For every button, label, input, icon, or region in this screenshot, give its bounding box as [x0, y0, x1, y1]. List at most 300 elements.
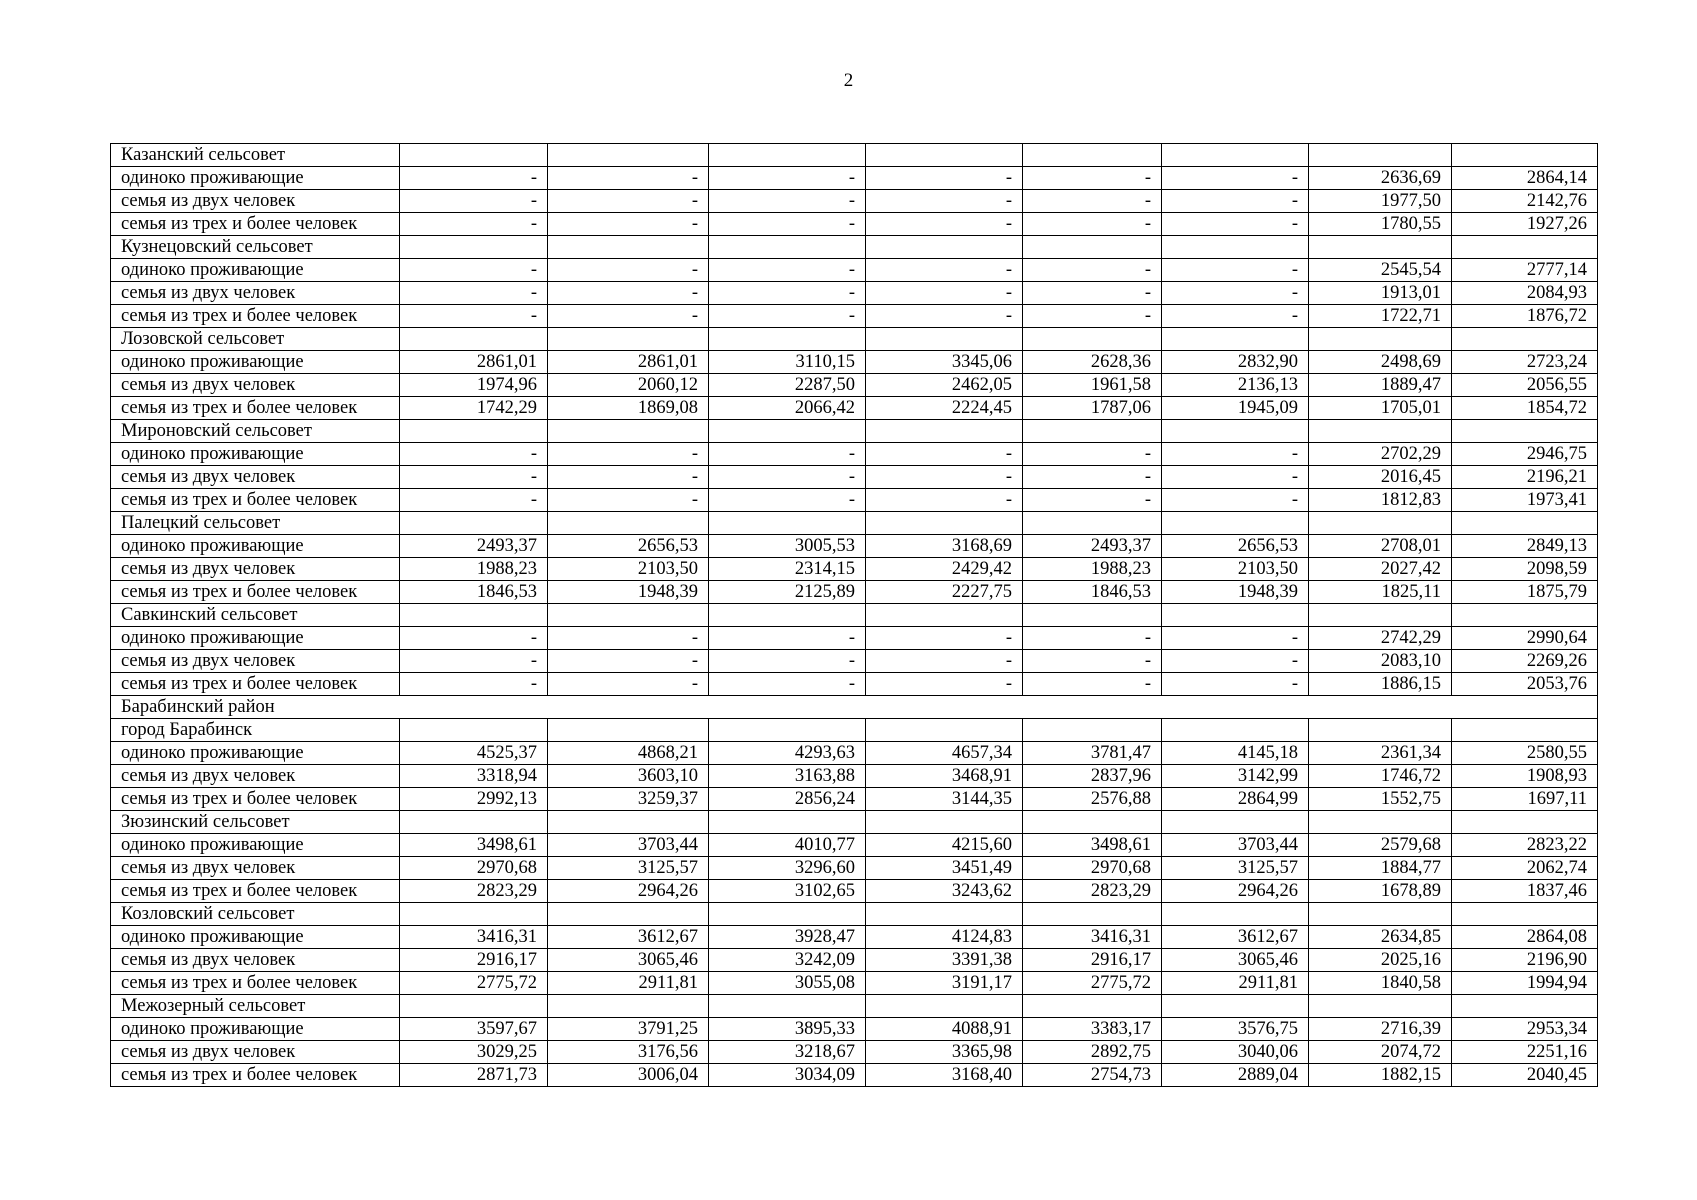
row-label: одиноко проживающие — [111, 167, 400, 190]
row-label: одиноко проживающие — [111, 926, 400, 949]
value-cell: 3416,31 — [1023, 926, 1162, 949]
value-cell: 2361,34 — [1309, 742, 1452, 765]
value-cell: 2864,99 — [1162, 788, 1309, 811]
value-cell: 1961,58 — [1023, 374, 1162, 397]
value-cell — [709, 811, 866, 834]
value-cell: 1678,89 — [1309, 880, 1452, 903]
value-cell: 2040,45 — [1452, 1064, 1598, 1087]
value-cell: 1988,23 — [1023, 558, 1162, 581]
row-label: семья из трех и более человек — [111, 788, 400, 811]
value-cell — [1023, 811, 1162, 834]
table-row — [111, 167, 1598, 190]
value-cell — [1162, 811, 1309, 834]
value-cell — [1023, 328, 1162, 351]
value-cell: 2911,81 — [548, 972, 709, 995]
value-cell: 2916,17 — [400, 949, 548, 972]
value-cell: - — [548, 259, 709, 282]
value-cell: 3781,47 — [1023, 742, 1162, 765]
value-cell — [1162, 995, 1309, 1018]
value-cell: - — [1023, 259, 1162, 282]
value-cell: 2227,75 — [866, 581, 1023, 604]
row-label: семья из трех и более человек — [111, 972, 400, 995]
value-cell: 1787,06 — [1023, 397, 1162, 420]
value-cell: 4088,91 — [866, 1018, 1023, 1041]
value-cell: 2823,22 — [1452, 834, 1598, 857]
value-cell: - — [866, 650, 1023, 673]
value-cell: 2832,90 — [1162, 351, 1309, 374]
value-cell: 2916,17 — [1023, 949, 1162, 972]
value-cell: 1812,83 — [1309, 489, 1452, 512]
value-cell — [1162, 144, 1309, 167]
value-cell: - — [400, 443, 548, 466]
value-cell: 1697,11 — [1452, 788, 1598, 811]
value-cell: - — [1023, 213, 1162, 236]
value-cell: 1552,75 — [1309, 788, 1452, 811]
value-cell: - — [1023, 489, 1162, 512]
table-row — [111, 696, 1598, 719]
value-cell: 1742,29 — [400, 397, 548, 420]
value-cell: - — [1023, 167, 1162, 190]
value-cell: 3928,47 — [709, 926, 866, 949]
value-cell: 1948,39 — [548, 581, 709, 604]
value-cell — [709, 995, 866, 1018]
value-cell: 3110,15 — [709, 351, 866, 374]
value-cell — [866, 144, 1023, 167]
value-cell: - — [548, 167, 709, 190]
row-label: Козловский сельсовет — [111, 903, 400, 926]
value-cell: - — [1023, 305, 1162, 328]
table-row — [111, 305, 1598, 328]
table-row — [111, 535, 1598, 558]
value-cell: 3576,75 — [1162, 1018, 1309, 1041]
row-label: семья из двух человек — [111, 282, 400, 305]
row-label: Барабинский район — [111, 696, 1598, 719]
row-label: Лозовской сельсовет — [111, 328, 400, 351]
row-label: одиноко проживающие — [111, 535, 400, 558]
value-cell — [1023, 903, 1162, 926]
value-cell: - — [1162, 489, 1309, 512]
value-cell: - — [709, 213, 866, 236]
table-row — [111, 190, 1598, 213]
value-cell: 2777,14 — [1452, 259, 1598, 282]
value-cell — [1452, 811, 1598, 834]
table-row — [111, 374, 1598, 397]
value-cell — [1162, 512, 1309, 535]
value-cell — [1309, 995, 1452, 1018]
value-cell: - — [400, 466, 548, 489]
value-cell: - — [866, 466, 1023, 489]
value-cell: 3040,06 — [1162, 1041, 1309, 1064]
value-cell: 2849,13 — [1452, 535, 1598, 558]
value-cell: 1927,26 — [1452, 213, 1598, 236]
value-cell: - — [400, 167, 548, 190]
value-cell — [548, 236, 709, 259]
value-cell: 2970,68 — [1023, 857, 1162, 880]
value-cell: - — [709, 650, 866, 673]
row-label: семья из двух человек — [111, 949, 400, 972]
value-cell: 3176,56 — [548, 1041, 709, 1064]
value-cell: - — [1162, 259, 1309, 282]
value-cell: - — [866, 190, 1023, 213]
value-cell: - — [400, 673, 548, 696]
value-cell: - — [400, 489, 548, 512]
value-cell: 1846,53 — [400, 581, 548, 604]
table-row — [111, 742, 1598, 765]
row-label: одиноко проживающие — [111, 1018, 400, 1041]
row-label: семья из трех и более человек — [111, 673, 400, 696]
value-cell: 2027,42 — [1309, 558, 1452, 581]
table-row — [111, 328, 1598, 351]
value-cell: 2861,01 — [400, 351, 548, 374]
value-cell — [1452, 420, 1598, 443]
value-cell — [1023, 236, 1162, 259]
value-cell: 3034,09 — [709, 1064, 866, 1087]
value-cell: - — [866, 489, 1023, 512]
value-cell: - — [866, 213, 1023, 236]
value-cell — [1309, 719, 1452, 742]
value-cell: 1882,15 — [1309, 1064, 1452, 1087]
table-row — [111, 213, 1598, 236]
value-cell: - — [866, 673, 1023, 696]
table-row — [111, 788, 1598, 811]
value-cell: - — [1162, 213, 1309, 236]
table-row — [111, 397, 1598, 420]
value-cell: 2754,73 — [1023, 1064, 1162, 1087]
value-cell: 2125,89 — [709, 581, 866, 604]
value-cell: 2269,26 — [1452, 650, 1598, 673]
value-cell — [709, 903, 866, 926]
value-cell — [400, 811, 548, 834]
value-cell: - — [1023, 627, 1162, 650]
value-cell: - — [548, 489, 709, 512]
value-cell: 3242,09 — [709, 949, 866, 972]
value-cell: 2775,72 — [400, 972, 548, 995]
table-row — [111, 604, 1598, 627]
value-cell: - — [1162, 443, 1309, 466]
value-cell — [400, 328, 548, 351]
value-cell: 2823,29 — [1023, 880, 1162, 903]
value-cell: 3612,67 — [548, 926, 709, 949]
value-cell: 1875,79 — [1452, 581, 1598, 604]
value-cell: 2462,05 — [866, 374, 1023, 397]
value-cell — [1023, 512, 1162, 535]
value-cell: - — [709, 673, 866, 696]
value-cell: 4124,83 — [866, 926, 1023, 949]
value-cell: - — [1023, 650, 1162, 673]
row-label: Мироновский сельсовет — [111, 420, 400, 443]
value-cell: 1846,53 — [1023, 581, 1162, 604]
value-cell: - — [548, 213, 709, 236]
value-cell: 3365,98 — [866, 1041, 1023, 1064]
value-cell — [866, 811, 1023, 834]
value-cell: 1876,72 — [1452, 305, 1598, 328]
row-label: одиноко проживающие — [111, 259, 400, 282]
value-cell: 2224,45 — [866, 397, 1023, 420]
value-cell — [866, 512, 1023, 535]
value-cell: - — [709, 167, 866, 190]
table-row — [111, 949, 1598, 972]
value-cell: - — [866, 282, 1023, 305]
row-label: семья из двух человек — [111, 558, 400, 581]
value-cell: 1869,08 — [548, 397, 709, 420]
value-cell: - — [400, 627, 548, 650]
value-cell: 3318,94 — [400, 765, 548, 788]
value-cell — [1309, 811, 1452, 834]
value-cell: 2911,81 — [1162, 972, 1309, 995]
tariff-table — [110, 143, 1598, 1087]
value-cell — [709, 512, 866, 535]
row-label: семья из трех и более человек — [111, 880, 400, 903]
value-cell: 1840,58 — [1309, 972, 1452, 995]
table-row — [111, 765, 1598, 788]
value-cell: 3383,17 — [1023, 1018, 1162, 1041]
value-cell — [1452, 903, 1598, 926]
value-cell: 2493,37 — [400, 535, 548, 558]
value-cell — [1452, 328, 1598, 351]
value-cell — [400, 236, 548, 259]
value-cell: - — [709, 466, 866, 489]
value-cell — [400, 604, 548, 627]
table-row — [111, 857, 1598, 880]
value-cell: 2287,50 — [709, 374, 866, 397]
value-cell: 2970,68 — [400, 857, 548, 880]
value-cell: 1837,46 — [1452, 880, 1598, 903]
value-cell: 2314,15 — [709, 558, 866, 581]
value-cell: - — [548, 443, 709, 466]
value-cell: 3259,37 — [548, 788, 709, 811]
value-cell: - — [548, 190, 709, 213]
value-cell: 4657,34 — [866, 742, 1023, 765]
value-cell: 2823,29 — [400, 880, 548, 903]
table-row — [111, 811, 1598, 834]
value-cell — [400, 995, 548, 1018]
value-cell: - — [1162, 673, 1309, 696]
value-cell: 2837,96 — [1023, 765, 1162, 788]
value-cell: 1974,96 — [400, 374, 548, 397]
table-row — [111, 719, 1598, 742]
value-cell — [1452, 604, 1598, 627]
value-cell: - — [1162, 282, 1309, 305]
value-cell: - — [1023, 190, 1162, 213]
value-cell — [709, 328, 866, 351]
value-cell: 2098,59 — [1452, 558, 1598, 581]
value-cell — [866, 236, 1023, 259]
table-row — [111, 834, 1598, 857]
value-cell: 1746,72 — [1309, 765, 1452, 788]
table-body — [111, 144, 1598, 1087]
value-cell: - — [866, 259, 1023, 282]
row-label: семья из двух человек — [111, 857, 400, 880]
table-row — [111, 673, 1598, 696]
value-cell: 2856,24 — [709, 788, 866, 811]
value-cell — [866, 420, 1023, 443]
row-label: одиноко проживающие — [111, 742, 400, 765]
value-cell: 1854,72 — [1452, 397, 1598, 420]
value-cell — [709, 144, 866, 167]
value-cell: 2953,34 — [1452, 1018, 1598, 1041]
value-cell: 3144,35 — [866, 788, 1023, 811]
value-cell — [400, 420, 548, 443]
table-row — [111, 282, 1598, 305]
value-cell — [1023, 144, 1162, 167]
value-cell: - — [1023, 466, 1162, 489]
value-cell — [1452, 995, 1598, 1018]
value-cell: 2864,08 — [1452, 926, 1598, 949]
value-cell: 2742,29 — [1309, 627, 1452, 650]
value-cell: 2196,21 — [1452, 466, 1598, 489]
value-cell: 1886,15 — [1309, 673, 1452, 696]
value-cell: 3102,65 — [709, 880, 866, 903]
value-cell: 2580,55 — [1452, 742, 1598, 765]
value-cell: 3895,33 — [709, 1018, 866, 1041]
value-cell — [1452, 144, 1598, 167]
row-label: семья из трех и более человек — [111, 213, 400, 236]
value-cell: - — [1162, 466, 1309, 489]
value-cell: - — [548, 305, 709, 328]
row-label: одиноко проживающие — [111, 351, 400, 374]
value-cell: 3191,17 — [866, 972, 1023, 995]
row-label: семья из двух человек — [111, 466, 400, 489]
value-cell: - — [400, 305, 548, 328]
value-cell — [709, 420, 866, 443]
table-row — [111, 972, 1598, 995]
value-cell: 3168,69 — [866, 535, 1023, 558]
value-cell: 2708,01 — [1309, 535, 1452, 558]
value-cell: 1945,09 — [1162, 397, 1309, 420]
table-row — [111, 1041, 1598, 1064]
value-cell: - — [709, 282, 866, 305]
value-cell: 2723,24 — [1452, 351, 1598, 374]
value-cell — [1162, 420, 1309, 443]
value-cell: 2889,04 — [1162, 1064, 1309, 1087]
table-row — [111, 650, 1598, 673]
table-row — [111, 1018, 1598, 1041]
value-cell: 2628,36 — [1023, 351, 1162, 374]
table-row — [111, 144, 1598, 167]
value-cell — [400, 903, 548, 926]
value-cell: - — [866, 305, 1023, 328]
value-cell: 2251,16 — [1452, 1041, 1598, 1064]
value-cell — [1309, 144, 1452, 167]
value-cell: - — [866, 627, 1023, 650]
value-cell: 1988,23 — [400, 558, 548, 581]
table-row — [111, 489, 1598, 512]
value-cell: 2103,50 — [548, 558, 709, 581]
value-cell: 1913,01 — [1309, 282, 1452, 305]
value-cell: 2493,37 — [1023, 535, 1162, 558]
value-cell — [548, 420, 709, 443]
value-cell: 2636,69 — [1309, 167, 1452, 190]
value-cell: - — [709, 489, 866, 512]
value-cell — [548, 995, 709, 1018]
table-row — [111, 443, 1598, 466]
value-cell: 3791,25 — [548, 1018, 709, 1041]
table-row — [111, 995, 1598, 1018]
table-row — [111, 259, 1598, 282]
row-label: семья из двух человек — [111, 650, 400, 673]
value-cell — [1309, 512, 1452, 535]
row-label: Зюзинский сельсовет — [111, 811, 400, 834]
value-cell — [548, 811, 709, 834]
value-cell — [1023, 719, 1162, 742]
value-cell — [866, 995, 1023, 1018]
value-cell — [1162, 903, 1309, 926]
value-cell — [400, 144, 548, 167]
value-cell: 3055,08 — [709, 972, 866, 995]
table-row — [111, 236, 1598, 259]
value-cell: 3612,67 — [1162, 926, 1309, 949]
row-label: семья из двух человек — [111, 1041, 400, 1064]
value-cell: 2576,88 — [1023, 788, 1162, 811]
value-cell: - — [400, 259, 548, 282]
row-label: семья из двух человек — [111, 374, 400, 397]
page-number: 2 — [843, 70, 854, 91]
value-cell: - — [866, 167, 1023, 190]
value-cell: 3125,57 — [548, 857, 709, 880]
value-cell: 2136,13 — [1162, 374, 1309, 397]
value-cell — [1162, 604, 1309, 627]
value-cell: 2498,69 — [1309, 351, 1452, 374]
table-row — [111, 903, 1598, 926]
value-cell — [1452, 512, 1598, 535]
row-label: Савкинский сельсовет — [111, 604, 400, 627]
value-cell: 3029,25 — [400, 1041, 548, 1064]
value-cell: 1973,41 — [1452, 489, 1598, 512]
value-cell: 2545,54 — [1309, 259, 1452, 282]
value-cell: 2053,76 — [1452, 673, 1598, 696]
row-label: Казанский сельсовет — [111, 144, 400, 167]
value-cell — [1309, 328, 1452, 351]
row-label: одиноко проживающие — [111, 834, 400, 857]
value-cell: 3243,62 — [866, 880, 1023, 903]
value-cell: - — [548, 650, 709, 673]
value-cell: 4010,77 — [709, 834, 866, 857]
value-cell: 3065,46 — [548, 949, 709, 972]
value-cell — [1023, 995, 1162, 1018]
value-cell: - — [548, 627, 709, 650]
value-cell — [1309, 604, 1452, 627]
value-cell: - — [1023, 282, 1162, 305]
value-cell: 2025,16 — [1309, 949, 1452, 972]
value-cell — [548, 512, 709, 535]
value-cell — [866, 719, 1023, 742]
value-cell: 3005,53 — [709, 535, 866, 558]
value-cell: 3006,04 — [548, 1064, 709, 1087]
value-cell: 2892,75 — [1023, 1041, 1162, 1064]
value-cell: - — [548, 673, 709, 696]
value-cell: - — [709, 305, 866, 328]
value-cell: 3416,31 — [400, 926, 548, 949]
value-cell — [866, 604, 1023, 627]
value-cell — [1309, 420, 1452, 443]
value-cell: - — [1023, 673, 1162, 696]
value-cell: 3603,10 — [548, 765, 709, 788]
value-cell: - — [709, 443, 866, 466]
table-row — [111, 880, 1598, 903]
value-cell: - — [1162, 627, 1309, 650]
value-cell: 2946,75 — [1452, 443, 1598, 466]
value-cell — [1309, 903, 1452, 926]
row-label: семья из трех и более человек — [111, 305, 400, 328]
row-label: город Барабинск — [111, 719, 400, 742]
value-cell: 2656,53 — [548, 535, 709, 558]
row-label: одиноко проживающие — [111, 627, 400, 650]
row-label: семья из двух человек — [111, 765, 400, 788]
value-cell: - — [1023, 443, 1162, 466]
value-cell: 3296,60 — [709, 857, 866, 880]
value-cell: 3703,44 — [548, 834, 709, 857]
value-cell — [1023, 420, 1162, 443]
